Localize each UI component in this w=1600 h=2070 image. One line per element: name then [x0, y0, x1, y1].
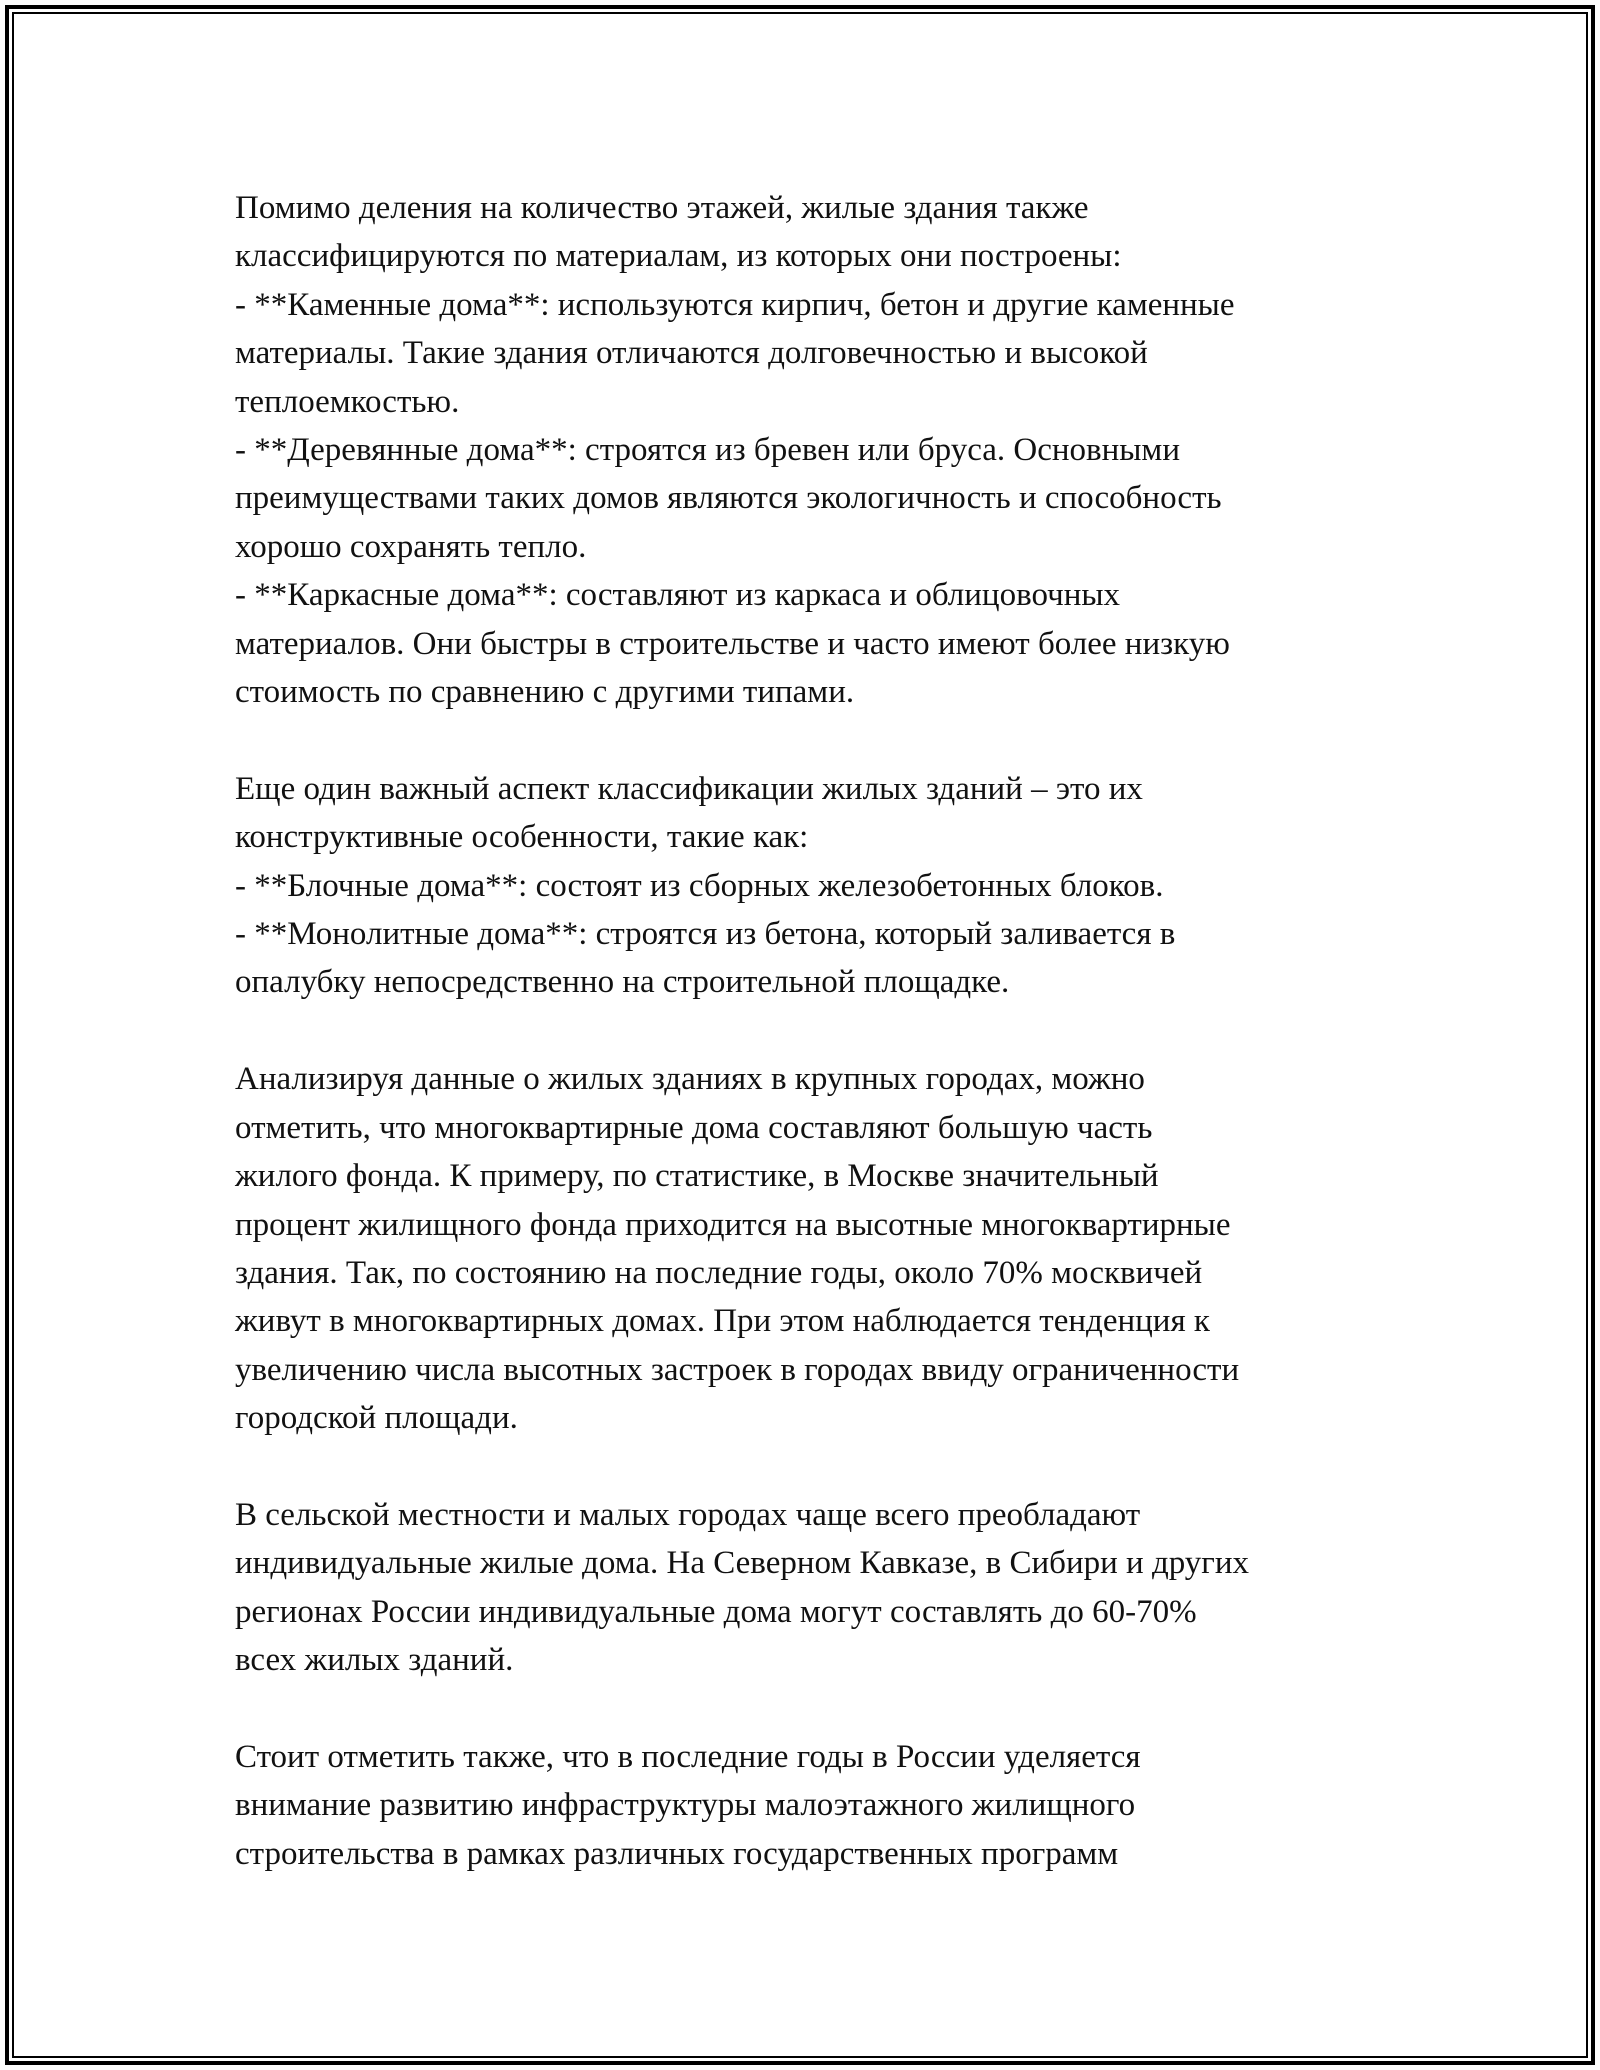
text-line: живут в многоквартирных домах. При этом наблюдается тенденция к	[235, 1303, 1210, 1340]
text-line: - **Блочные дома**: состоят из сборных железобетонных блоков.	[235, 867, 1164, 904]
text-line: теплоемкостью.	[235, 383, 460, 420]
paragraph-government-programs	[235, 1733, 1375, 1878]
text-line: - **Монолитные дома**: строятся из бетона, который заливается в	[235, 916, 1176, 953]
text-line: Помимо деления на количество этажей, жилые здания также	[235, 190, 1089, 226]
text-line: хорошо сохранять тепло.	[235, 528, 587, 565]
text-line: материалы. Такие здания отличаются долговечностью и высокой	[235, 335, 1148, 372]
text-line: внимание развитию инфраструктуры малоэтажного жилищного	[235, 1787, 1136, 1824]
text-line: - **Каменные дома**: используются кирпич, бетон и другие каменные	[235, 286, 1235, 323]
text-line: всех жилых зданий.	[235, 1642, 514, 1679]
text-line: городской площади.	[235, 1400, 518, 1437]
text-line: - **Каркасные дома**: составляют из каркаса и облицовочных	[235, 577, 1121, 614]
text-line: строительства в рамках различных государственных программ	[235, 1835, 1119, 1872]
text-line: материалов. Они быстры в строительстве и часто имеют более низкую	[235, 625, 1230, 662]
text-line: конструктивные особенности, такие как:	[235, 819, 809, 856]
text-line: классифицируются по материалам, из которых они построены:	[235, 238, 1122, 275]
text-line: увеличению числа высотных застроек в городах ввиду ограниченности	[235, 1351, 1240, 1388]
paragraph-city-analysis	[235, 1055, 1375, 1442]
text-line: преимуществами таких домов являются экологичность и способность	[235, 480, 1222, 517]
text-line: индивидуальные жилые дома. На Северном Кавказе, в Сибири и других	[235, 1545, 1249, 1582]
text-line: Анализируя данные о жилых зданиях в крупных городах, можно	[235, 1061, 1145, 1098]
paragraph-materials	[235, 184, 1375, 716]
paragraph-construction-features	[235, 765, 1375, 1007]
text-line: стоимость по сравнению с другими типами.	[235, 674, 855, 711]
text-line: Еще один важный аспект классификации жилых зданий – это их	[235, 770, 1143, 807]
text-line: Стоит отметить также, что в последние годы в России уделяется	[235, 1738, 1141, 1775]
text-line: регионах России индивидуальные дома могут составлять до 60-70%	[235, 1593, 1197, 1630]
text-line: процент жилищного фонда приходится на высотные многоквартирные	[235, 1206, 1231, 1243]
text-line: отметить, что многоквартирные дома составляют большую часть	[235, 1109, 1153, 1146]
document-body	[235, 184, 1375, 1878]
text-line: опалубку непосредственно на строительной площадке.	[235, 964, 1010, 1001]
text-line: В сельской местности и малых городах чаще всего преобладают	[235, 1496, 1141, 1533]
text-line: - **Деревянные дома**: строятся из бревен или бруса. Основными	[235, 432, 1180, 469]
paragraph-rural-areas	[235, 1491, 1375, 1685]
text-line: жилого фонда. К примеру, по статистике, в Москве значительный	[235, 1158, 1159, 1195]
text-line: здания. Так, по состоянию на последние годы, около 70% москвичей	[235, 1254, 1203, 1291]
